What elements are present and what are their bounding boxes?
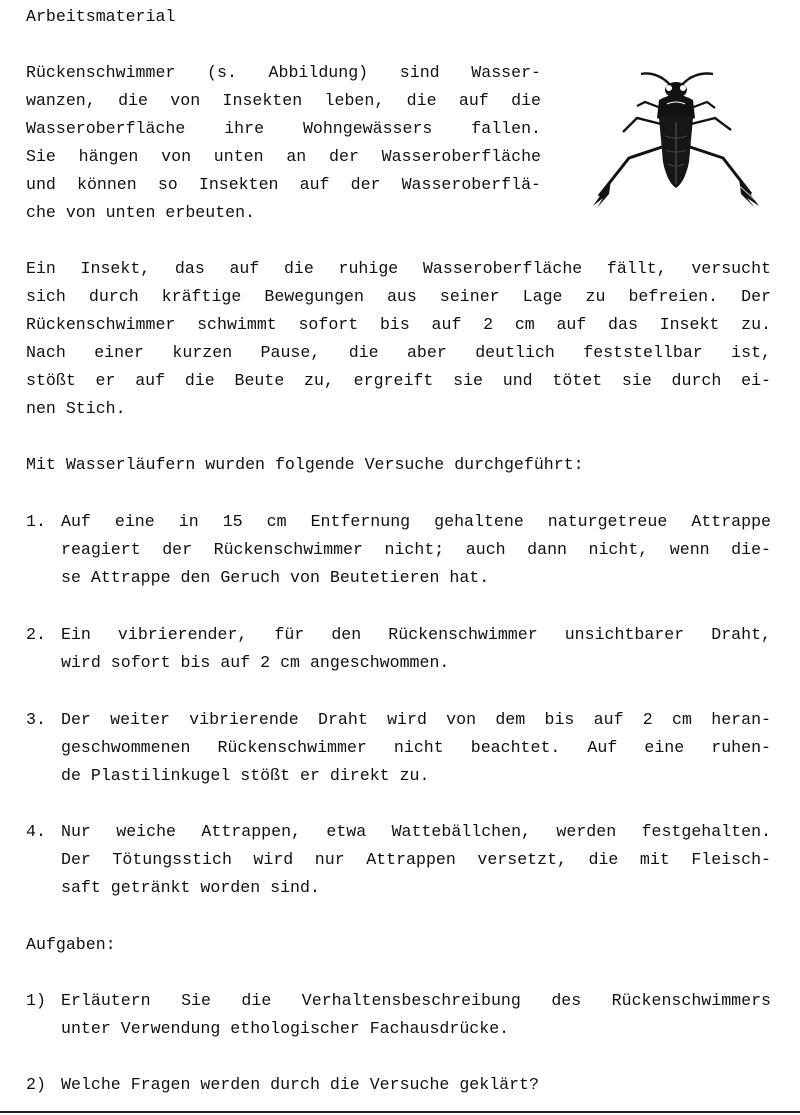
task-1-line-1: Erläutern Sie die Verhaltensbeschreibung des Rückenschwimmers [61,991,771,1010]
bottom-divider [0,1111,800,1113]
experiment-number: 1. [26,512,46,531]
intro-line-4: Sie hängen von unten an der Wasseroberfläche [26,147,541,166]
task-2-line-1: Welche Fragen werden durch die Versuche geklärt? [61,1075,539,1094]
task-number: 1) [26,991,46,1010]
behavior-line-3: Rückenschwimmer schwimmt sofort bis auf 2 cm auf das Insekt zu. [26,315,771,334]
experiment-number: 2. [26,625,46,644]
experiment-2-line-2: wird sofort bis auf 2 cm angeschwommen. [61,653,450,672]
experiment-4-line-2: Der Tötungsstich wird nur Attrappen versetzt, die mit Fleisch- [61,850,771,869]
behavior-line-4: Nach einer kurzen Pause, die aber deutlich feststellbar ist, [26,343,771,362]
experiment-number: 3. [26,710,46,729]
behavior-line-6: nen Stich. [26,399,126,418]
experiment-2-line-1: Ein vibrierender, für den Rückenschwimmer unsichtbarer Draht, [61,625,771,644]
experiment-3-line-1: Der weiter vibrierende Draht wird von dem bis auf 2 cm heran- [61,710,771,729]
experiment-1-line-1: Auf eine in 15 cm Entfernung gehaltene naturgetreue Attrappe [61,512,771,531]
backswimmer-illustration [585,66,765,214]
experiment-1-line-2: reagiert der Rückenschwimmer nicht; auch dann nicht, wenn die- [61,540,771,559]
behavior-line-5: stößt er auf die Beute zu, ergreift sie und tötet sie durch ei- [26,371,771,390]
task-number: 2) [26,1075,46,1094]
task-1-line-2: unter Verwendung ethologischer Fachausdrücke. [61,1019,510,1038]
intro-line-3: Wasseroberfläche ihre Wohngewässers fallen. [26,119,541,138]
experiment-1-line-3: se Attrappe den Geruch von Beutetieren hat. [61,568,490,587]
behavior-line-2: sich durch kräftige Bewegungen aus seiner Lage zu befreien. Der [26,287,771,306]
page-title: Arbeitsmaterial [26,7,176,26]
experiment-3-line-2: geschwommenen Rückenschwimmer nicht beachtet. Auf eine ruhen- [61,738,771,757]
behavior-line-1: Ein Insekt, das auf die ruhige Wasseroberfläche fällt, versucht [26,259,771,278]
intro-line-1: Rückenschwimmer (s. Abbildung) sind Wasser- [26,63,541,82]
experiment-4-line-1: Nur weiche Attrappen, etwa Wattebällchen, werden festgehalten. [61,822,771,841]
intro-line-6: che von unten erbeuten. [26,203,256,222]
experiment-number: 4. [26,822,46,841]
experiment-4-line-3: saft getränkt worden sind. [61,878,320,897]
experiment-3-line-3: de Plastilinkugel stößt er direkt zu. [61,766,430,785]
intro-line-5: und können so Insekten auf der Wasseroberflä- [26,175,541,194]
experiments-intro: Mit Wasserläufern wurden folgende Versuche durchgeführt: [26,455,584,474]
intro-line-2: wanzen, die von Insekten leben, die auf die [26,91,541,110]
tasks-heading: Aufgaben: [26,935,116,954]
